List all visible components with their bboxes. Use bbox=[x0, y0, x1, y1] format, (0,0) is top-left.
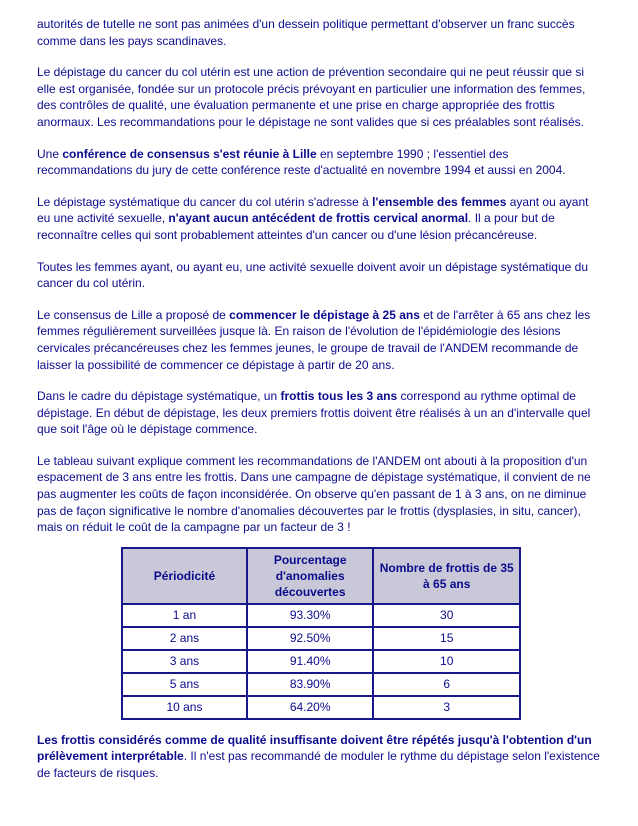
cell-percent: 92.50% bbox=[247, 627, 374, 650]
text-span: Le dépistage systématique du cancer du col utérin s'adresse à bbox=[37, 194, 373, 209]
cell-period: 1 an bbox=[122, 604, 247, 627]
emphasis-text: frottis tous les 3 ans bbox=[280, 389, 398, 404]
cell-period: 2 ans bbox=[122, 627, 247, 650]
paragraph-2: Le dépistage du cancer du col utérin est une action de prévention secondaire qui ne peut réussir que si elle est organisée, fondée sur un protocole précis prévoyant en particulier une information des femmes, des contrôles de qualité, une évaluation permanente et une prise en charge appropriée des frottis anormaux. Les recommandations pour le dépistage ne sont valides que si ces préalables sont réalisés. bbox=[37, 65, 586, 129]
cell-count: 3 bbox=[373, 696, 520, 719]
text-span: Une bbox=[37, 146, 63, 161]
table-row bbox=[122, 604, 520, 627]
cell-percent: 83.90% bbox=[247, 673, 374, 696]
cell-percent: 64.20% bbox=[247, 696, 374, 719]
table-header-row bbox=[122, 548, 520, 604]
cell-count: 6 bbox=[373, 673, 520, 696]
table-row bbox=[122, 627, 520, 650]
cell-period: 10 ans bbox=[122, 696, 247, 719]
emphasis-text: Les frottis considérés comme de qualité insuffisante doivent être répétés jusqu'à l'obtention d'un prélèvement interprétable bbox=[37, 732, 592, 764]
emphasis-text: l'ensemble des femmes bbox=[372, 194, 507, 209]
paragraph-5: Toutes les femmes ayant, ou ayant eu, une activité sexuelle doivent avoir un dépistage systématique du cancer du col utérin. bbox=[37, 259, 588, 291]
emphasis-text: commencer le dépistage à 25 ans bbox=[229, 307, 420, 322]
periodicity-table bbox=[121, 547, 521, 720]
text-span: Dans le cadre du dépistage systématique, un bbox=[37, 389, 281, 404]
header-periodicite: Périodicité bbox=[122, 548, 247, 604]
header-nombre-frottis: Nombre de frottis de 35 à 65 ans bbox=[373, 548, 520, 604]
text-span: . Il n'est pas recommandé de moduler le rythme du dépistage selon l'existence de facteurs de risques. bbox=[37, 749, 600, 781]
text-span: Le consensus de Lille a proposé de bbox=[37, 307, 230, 322]
text-span: . Il a pour but de reconnaître celles qui sont probablement atteintes d'un cancer ou d'une lésion précancéreuse. bbox=[37, 211, 555, 242]
text-span: et de l'arrêter à 65 ans chez les femmes régulièrement surveillées jusque là. En raison de l'évolution de l'épidémiologie des lésions cervicales précancéreuses chez les femmes jeunes, le groupe de travail de l'ANDEM recommande de laisser la possibilité de commencer ce dépistage à partir de 20 ans. bbox=[37, 307, 591, 372]
cell-period: 5 ans bbox=[122, 673, 247, 696]
paragraph-8: Le tableau suivant explique comment les recommandations de l'ANDEM ont abouti à la proposition d'un espacement de 3 ans entre les frottis. Dans une campagne de dépistage systématique, il convient de ne pas augmenter les coûts de façon inconsidérée. On observe qu'en passant de 1 à 3 ans, on ne diminue pas de façon significative le nombre d'anomalies découvertes par le frottis (dysplasies, in situ, cancer), mais on réduit le coût de la campagne par un facteur de 3 ! bbox=[37, 453, 591, 535]
cell-percent: 91.40% bbox=[247, 650, 374, 673]
paragraph-4 bbox=[37, 194, 605, 244]
document-body bbox=[37, 16, 605, 797]
paragraph-9 bbox=[37, 732, 605, 782]
text-span: correspond au rythme optimal de dépistage. En début de dépistage, les deux premiers frottis doivent être réalisés à un an d'intervalle quel que soit l'âge où le dépistage commence. bbox=[37, 389, 591, 437]
paragraph-3 bbox=[37, 146, 605, 179]
text-span: ayant ou ayant eu une activité sexuelle, bbox=[37, 194, 589, 226]
emphasis-text: conférence de consensus s'est réunie à Lille bbox=[62, 146, 317, 161]
text-span: en septembre 1990 ; l'essentiel des recommandations du jury de cette conférence reste d'actualité en novembre 1994 et aussi en 2004. bbox=[37, 146, 566, 178]
cell-period: 3 ans bbox=[122, 650, 247, 673]
cell-percent: 93.30% bbox=[247, 604, 374, 627]
table-row bbox=[122, 650, 520, 673]
table-row bbox=[122, 696, 520, 719]
cell-count: 10 bbox=[373, 650, 520, 673]
cell-count: 30 bbox=[373, 604, 520, 627]
cell-count: 15 bbox=[373, 627, 520, 650]
emphasis-text: n'ayant aucun antécédent de frottis cervical anormal bbox=[168, 211, 469, 226]
paragraph-1: autorités de tutelle ne sont pas animées d'un dessein politique permettant d'observer un franc succès comme dans les pays scandinaves. bbox=[37, 17, 575, 48]
table-row bbox=[122, 673, 520, 696]
paragraph-7 bbox=[37, 388, 605, 438]
paragraph-6 bbox=[37, 307, 605, 373]
header-pourcentage: Pourcentage d'anomalies découvertes bbox=[247, 548, 374, 604]
